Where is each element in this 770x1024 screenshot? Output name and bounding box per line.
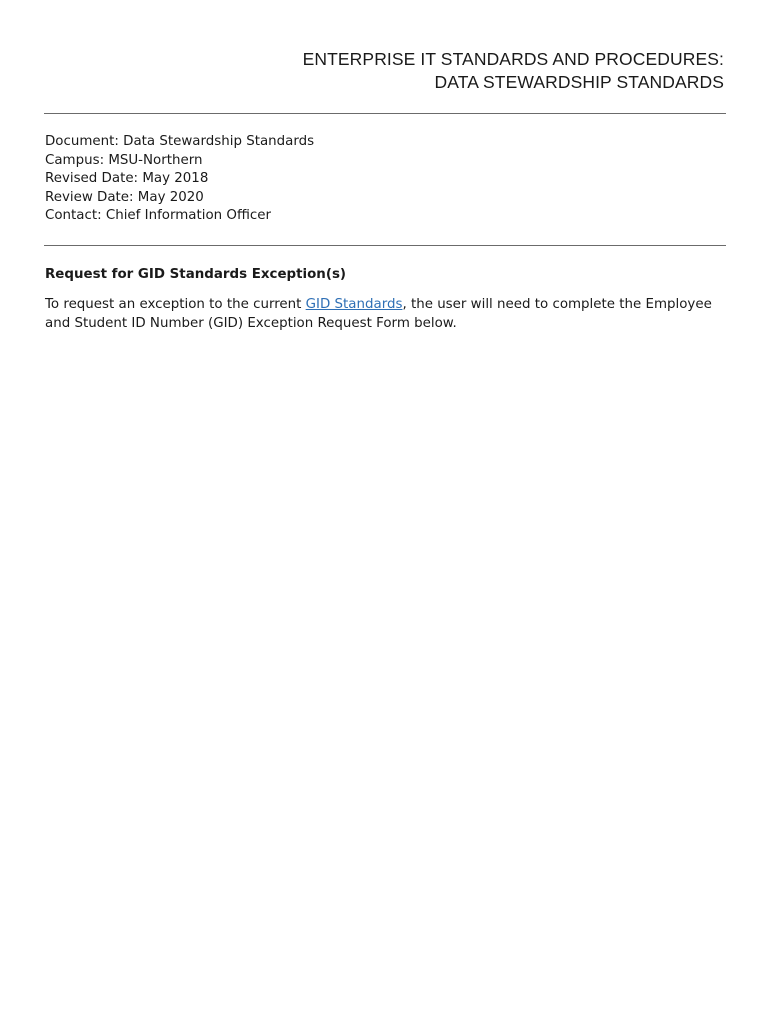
- meta-review-date: Review Date: May 2020: [45, 189, 204, 205]
- section-paragraph: [45, 295, 735, 333]
- page-title-line-1: ENTERPRISE IT STANDARDS AND PROCEDURES:: [302, 49, 724, 69]
- meta-contact: Contact: Chief Information Officer: [45, 208, 271, 224]
- page-title-line-2: DATA STEWARDSHIP STANDARDS: [434, 72, 724, 92]
- gid-standards-link[interactable]: GID Standards: [305, 297, 403, 312]
- meta-revised-date: Revised Date: May 2018: [45, 171, 209, 187]
- document-metadata: [45, 133, 314, 226]
- metadata-divider: [44, 245, 726, 246]
- paragraph-text-after-link: , the user will need to complete the Employee and Student ID Number (GID) Exception Request Form below.: [45, 297, 712, 331]
- header-divider: [44, 113, 726, 114]
- meta-document: Document: Data Stewardship Standards: [45, 134, 315, 149]
- page-title: [124, 48, 724, 94]
- meta-campus: Campus: MSU-Northern: [45, 152, 203, 168]
- section-heading: Request for GID Standards Exception(s): [45, 267, 347, 282]
- paragraph-text-before-link: To request an exception to the current: [45, 297, 306, 312]
